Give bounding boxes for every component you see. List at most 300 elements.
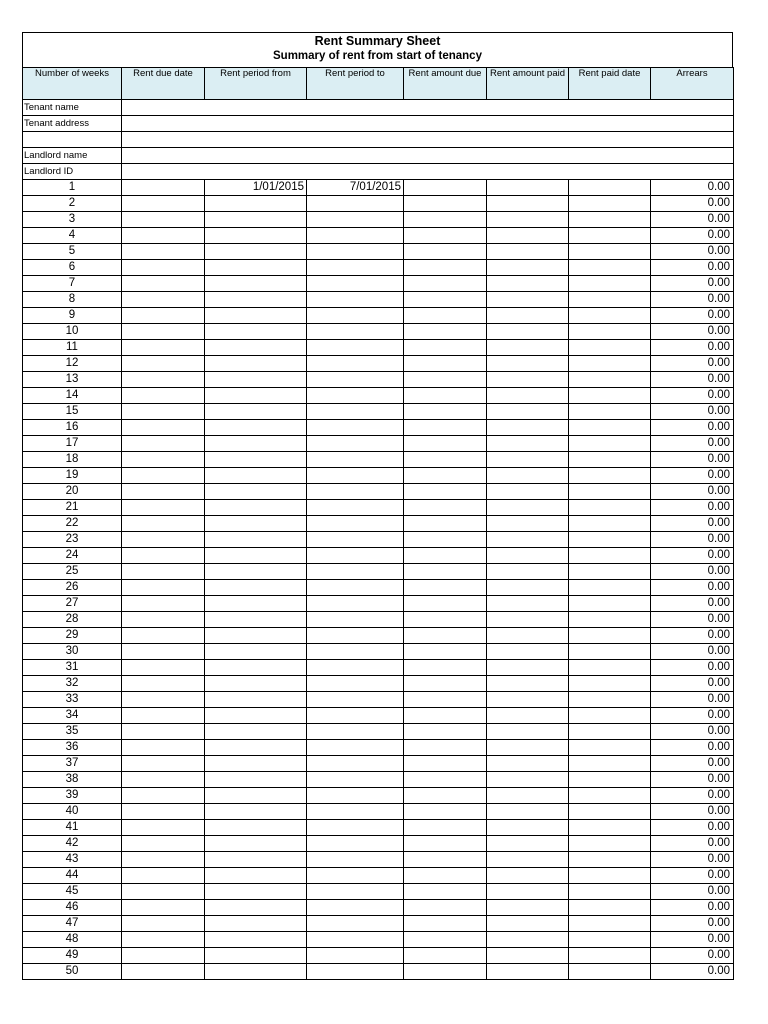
rent-period-to-cell[interactable] — [307, 756, 404, 772]
rent-period-from-cell[interactable] — [205, 660, 307, 676]
rent-period-from-cell[interactable] — [205, 244, 307, 260]
rent-amount-paid-cell[interactable] — [487, 820, 569, 836]
rent-amount-due-cell[interactable] — [404, 644, 487, 660]
rent-period-from-cell[interactable] — [205, 916, 307, 932]
rent-paid-date-cell[interactable] — [569, 356, 651, 372]
rent-amount-due-cell[interactable] — [404, 180, 487, 196]
rent-due-date-cell[interactable] — [122, 868, 205, 884]
rent-amount-paid-cell[interactable] — [487, 340, 569, 356]
rent-period-to-cell[interactable] — [307, 244, 404, 260]
rent-period-from-cell[interactable] — [205, 628, 307, 644]
rent-period-from-cell[interactable] — [205, 596, 307, 612]
rent-paid-date-cell[interactable] — [569, 484, 651, 500]
rent-amount-due-cell[interactable] — [404, 404, 487, 420]
rent-amount-due-cell[interactable] — [404, 868, 487, 884]
rent-amount-paid-cell[interactable] — [487, 644, 569, 660]
rent-due-date-cell[interactable] — [122, 180, 205, 196]
rent-paid-date-cell[interactable] — [569, 884, 651, 900]
rent-paid-date-cell[interactable] — [569, 916, 651, 932]
rent-amount-paid-cell[interactable] — [487, 516, 569, 532]
rent-due-date-cell[interactable] — [122, 964, 205, 980]
rent-period-to-cell[interactable] — [307, 212, 404, 228]
rent-due-date-cell[interactable] — [122, 820, 205, 836]
rent-period-from-cell[interactable] — [205, 308, 307, 324]
rent-period-from-cell[interactable] — [205, 612, 307, 628]
rent-period-from-cell[interactable] — [205, 804, 307, 820]
rent-paid-date-cell[interactable] — [569, 468, 651, 484]
rent-paid-date-cell[interactable] — [569, 180, 651, 196]
rent-amount-due-cell[interactable] — [404, 452, 487, 468]
rent-amount-due-cell[interactable] — [404, 420, 487, 436]
rent-period-to-cell[interactable] — [307, 308, 404, 324]
rent-period-to-cell[interactable] — [307, 852, 404, 868]
rent-due-date-cell[interactable] — [122, 500, 205, 516]
rent-due-date-cell[interactable] — [122, 292, 205, 308]
rent-due-date-cell[interactable] — [122, 788, 205, 804]
rent-due-date-cell[interactable] — [122, 932, 205, 948]
rent-amount-paid-cell[interactable] — [487, 708, 569, 724]
rent-due-date-cell[interactable] — [122, 228, 205, 244]
rent-amount-due-cell[interactable] — [404, 292, 487, 308]
rent-period-to-cell[interactable] — [307, 692, 404, 708]
rent-period-from-cell[interactable] — [205, 564, 307, 580]
rent-period-from-cell[interactable] — [205, 356, 307, 372]
rent-due-date-cell[interactable] — [122, 388, 205, 404]
rent-period-to-cell[interactable] — [307, 676, 404, 692]
rent-due-date-cell[interactable] — [122, 692, 205, 708]
rent-amount-paid-cell[interactable] — [487, 228, 569, 244]
rent-period-to-cell[interactable] — [307, 596, 404, 612]
rent-due-date-cell[interactable] — [122, 660, 205, 676]
rent-period-from-cell[interactable] — [205, 820, 307, 836]
rent-paid-date-cell[interactable] — [569, 756, 651, 772]
rent-paid-date-cell[interactable] — [569, 372, 651, 388]
rent-paid-date-cell[interactable] — [569, 420, 651, 436]
rent-period-to-cell[interactable] — [307, 660, 404, 676]
rent-amount-due-cell[interactable] — [404, 516, 487, 532]
rent-due-date-cell[interactable] — [122, 596, 205, 612]
rent-period-from-cell[interactable] — [205, 420, 307, 436]
rent-amount-paid-cell[interactable] — [487, 324, 569, 340]
rent-paid-date-cell[interactable] — [569, 452, 651, 468]
rent-paid-date-cell[interactable] — [569, 676, 651, 692]
rent-amount-due-cell[interactable] — [404, 756, 487, 772]
rent-period-from-cell[interactable] — [205, 500, 307, 516]
rent-period-from-cell[interactable] — [205, 740, 307, 756]
rent-period-from-cell[interactable] — [205, 900, 307, 916]
rent-period-to-cell[interactable] — [307, 548, 404, 564]
rent-amount-paid-cell[interactable] — [487, 564, 569, 580]
rent-amount-due-cell[interactable] — [404, 212, 487, 228]
rent-paid-date-cell[interactable] — [569, 612, 651, 628]
rent-amount-paid-cell[interactable] — [487, 884, 569, 900]
rent-paid-date-cell[interactable] — [569, 596, 651, 612]
rent-amount-paid-cell[interactable] — [487, 628, 569, 644]
rent-amount-due-cell[interactable] — [404, 228, 487, 244]
rent-amount-due-cell[interactable] — [404, 708, 487, 724]
rent-due-date-cell[interactable] — [122, 724, 205, 740]
rent-period-from-cell[interactable] — [205, 324, 307, 340]
rent-amount-due-cell[interactable] — [404, 948, 487, 964]
info-value-cell[interactable] — [122, 148, 734, 164]
rent-period-from-cell[interactable] — [205, 260, 307, 276]
rent-paid-date-cell[interactable] — [569, 932, 651, 948]
rent-amount-due-cell[interactable] — [404, 884, 487, 900]
info-value-cell[interactable] — [122, 100, 734, 116]
info-value-cell[interactable] — [122, 132, 734, 148]
rent-paid-date-cell[interactable] — [569, 660, 651, 676]
rent-paid-date-cell[interactable] — [569, 516, 651, 532]
rent-period-to-cell[interactable] — [307, 724, 404, 740]
rent-period-to-cell[interactable] — [307, 372, 404, 388]
rent-amount-paid-cell[interactable] — [487, 500, 569, 516]
rent-period-to-cell[interactable] — [307, 532, 404, 548]
rent-amount-paid-cell[interactable] — [487, 676, 569, 692]
rent-amount-paid-cell[interactable] — [487, 836, 569, 852]
rent-paid-date-cell[interactable] — [569, 260, 651, 276]
rent-period-to-cell[interactable] — [307, 276, 404, 292]
rent-paid-date-cell[interactable] — [569, 388, 651, 404]
rent-period-to-cell[interactable] — [307, 356, 404, 372]
rent-due-date-cell[interactable] — [122, 372, 205, 388]
rent-paid-date-cell[interactable] — [569, 820, 651, 836]
rent-amount-due-cell[interactable] — [404, 612, 487, 628]
rent-period-from-cell[interactable] — [205, 468, 307, 484]
rent-amount-paid-cell[interactable] — [487, 276, 569, 292]
rent-due-date-cell[interactable] — [122, 564, 205, 580]
rent-due-date-cell[interactable] — [122, 260, 205, 276]
rent-due-date-cell[interactable] — [122, 708, 205, 724]
rent-paid-date-cell[interactable] — [569, 852, 651, 868]
rent-paid-date-cell[interactable] — [569, 900, 651, 916]
rent-period-to-cell[interactable] — [307, 900, 404, 916]
rent-amount-paid-cell[interactable] — [487, 196, 569, 212]
rent-due-date-cell[interactable] — [122, 468, 205, 484]
rent-period-to-cell[interactable] — [307, 484, 404, 500]
rent-amount-due-cell[interactable] — [404, 436, 487, 452]
rent-paid-date-cell[interactable] — [569, 500, 651, 516]
rent-amount-paid-cell[interactable] — [487, 868, 569, 884]
rent-paid-date-cell[interactable] — [569, 212, 651, 228]
rent-period-to-cell[interactable] — [307, 628, 404, 644]
rent-amount-due-cell[interactable] — [404, 740, 487, 756]
rent-period-to-cell[interactable] — [307, 436, 404, 452]
rent-due-date-cell[interactable] — [122, 948, 205, 964]
rent-amount-due-cell[interactable] — [404, 260, 487, 276]
rent-amount-paid-cell[interactable] — [487, 468, 569, 484]
rent-amount-due-cell[interactable] — [404, 372, 487, 388]
rent-amount-paid-cell[interactable] — [487, 292, 569, 308]
rent-amount-paid-cell[interactable] — [487, 852, 569, 868]
rent-due-date-cell[interactable] — [122, 308, 205, 324]
rent-period-from-cell[interactable] — [205, 436, 307, 452]
rent-amount-due-cell[interactable] — [404, 356, 487, 372]
rent-amount-due-cell[interactable] — [404, 852, 487, 868]
rent-period-to-cell[interactable] — [307, 516, 404, 532]
rent-due-date-cell[interactable] — [122, 276, 205, 292]
rent-amount-paid-cell[interactable] — [487, 452, 569, 468]
rent-due-date-cell[interactable] — [122, 884, 205, 900]
rent-amount-paid-cell[interactable] — [487, 260, 569, 276]
rent-period-from-cell[interactable] — [205, 228, 307, 244]
rent-period-from-cell[interactable] — [205, 644, 307, 660]
rent-amount-due-cell[interactable] — [404, 324, 487, 340]
rent-paid-date-cell[interactable] — [569, 836, 651, 852]
rent-paid-date-cell[interactable] — [569, 804, 651, 820]
rent-period-from-cell[interactable] — [205, 292, 307, 308]
rent-paid-date-cell[interactable] — [569, 644, 651, 660]
rent-amount-due-cell[interactable] — [404, 500, 487, 516]
rent-period-to-cell[interactable] — [307, 820, 404, 836]
rent-due-date-cell[interactable] — [122, 196, 205, 212]
rent-amount-due-cell[interactable] — [404, 468, 487, 484]
rent-paid-date-cell[interactable] — [569, 308, 651, 324]
rent-amount-paid-cell[interactable] — [487, 484, 569, 500]
rent-paid-date-cell[interactable] — [569, 532, 651, 548]
rent-amount-due-cell[interactable] — [404, 564, 487, 580]
rent-period-from-cell[interactable] — [205, 948, 307, 964]
rent-period-to-cell[interactable] — [307, 388, 404, 404]
rent-paid-date-cell[interactable] — [569, 276, 651, 292]
rent-amount-paid-cell[interactable] — [487, 388, 569, 404]
rent-period-from-cell[interactable] — [205, 964, 307, 980]
rent-amount-due-cell[interactable] — [404, 804, 487, 820]
rent-due-date-cell[interactable] — [122, 532, 205, 548]
rent-period-to-cell[interactable] — [307, 788, 404, 804]
rent-due-date-cell[interactable] — [122, 900, 205, 916]
rent-amount-due-cell[interactable] — [404, 196, 487, 212]
rent-due-date-cell[interactable] — [122, 244, 205, 260]
rent-due-date-cell[interactable] — [122, 404, 205, 420]
rent-period-from-cell[interactable] — [205, 756, 307, 772]
rent-amount-due-cell[interactable] — [404, 676, 487, 692]
rent-amount-due-cell[interactable] — [404, 276, 487, 292]
rent-paid-date-cell[interactable] — [569, 228, 651, 244]
rent-due-date-cell[interactable] — [122, 452, 205, 468]
rent-amount-due-cell[interactable] — [404, 932, 487, 948]
rent-due-date-cell[interactable] — [122, 484, 205, 500]
rent-amount-paid-cell[interactable] — [487, 404, 569, 420]
rent-amount-due-cell[interactable] — [404, 660, 487, 676]
rent-due-date-cell[interactable] — [122, 916, 205, 932]
rent-due-date-cell[interactable] — [122, 676, 205, 692]
rent-paid-date-cell[interactable] — [569, 788, 651, 804]
rent-period-to-cell[interactable] — [307, 292, 404, 308]
rent-amount-paid-cell[interactable] — [487, 660, 569, 676]
rent-due-date-cell[interactable] — [122, 628, 205, 644]
rent-amount-due-cell[interactable] — [404, 964, 487, 980]
rent-amount-paid-cell[interactable] — [487, 756, 569, 772]
rent-period-to-cell[interactable] — [307, 868, 404, 884]
rent-amount-paid-cell[interactable] — [487, 740, 569, 756]
rent-amount-paid-cell[interactable] — [487, 900, 569, 916]
rent-period-to-cell[interactable] — [307, 612, 404, 628]
rent-amount-paid-cell[interactable] — [487, 420, 569, 436]
rent-period-from-cell[interactable] — [205, 692, 307, 708]
info-value-cell[interactable] — [122, 164, 734, 180]
rent-amount-paid-cell[interactable] — [487, 308, 569, 324]
rent-paid-date-cell[interactable] — [569, 580, 651, 596]
rent-paid-date-cell[interactable] — [569, 708, 651, 724]
rent-amount-due-cell[interactable] — [404, 916, 487, 932]
rent-period-from-cell[interactable] — [205, 724, 307, 740]
rent-period-to-cell[interactable] — [307, 964, 404, 980]
rent-period-to-cell[interactable] — [307, 324, 404, 340]
rent-period-to-cell[interactable] — [307, 196, 404, 212]
rent-paid-date-cell[interactable] — [569, 436, 651, 452]
rent-due-date-cell[interactable] — [122, 436, 205, 452]
rent-amount-due-cell[interactable] — [404, 724, 487, 740]
rent-amount-due-cell[interactable] — [404, 628, 487, 644]
rent-amount-paid-cell[interactable] — [487, 212, 569, 228]
rent-due-date-cell[interactable] — [122, 644, 205, 660]
rent-period-to-cell[interactable] — [307, 932, 404, 948]
rent-amount-due-cell[interactable] — [404, 900, 487, 916]
rent-amount-due-cell[interactable] — [404, 836, 487, 852]
rent-paid-date-cell[interactable] — [569, 324, 651, 340]
rent-period-from-cell[interactable] — [205, 484, 307, 500]
rent-amount-due-cell[interactable] — [404, 820, 487, 836]
rent-amount-paid-cell[interactable] — [487, 244, 569, 260]
rent-amount-paid-cell[interactable] — [487, 964, 569, 980]
rent-amount-paid-cell[interactable] — [487, 916, 569, 932]
rent-amount-due-cell[interactable] — [404, 548, 487, 564]
rent-period-to-cell[interactable] — [307, 708, 404, 724]
rent-period-from-cell[interactable] — [205, 196, 307, 212]
rent-due-date-cell[interactable] — [122, 852, 205, 868]
rent-period-from-cell[interactable] — [205, 532, 307, 548]
rent-amount-paid-cell[interactable] — [487, 804, 569, 820]
rent-paid-date-cell[interactable] — [569, 692, 651, 708]
rent-period-to-cell[interactable]: 7/01/2015 — [307, 180, 404, 196]
rent-amount-paid-cell[interactable] — [487, 692, 569, 708]
rent-paid-date-cell[interactable] — [569, 868, 651, 884]
rent-period-to-cell[interactable] — [307, 804, 404, 820]
rent-amount-paid-cell[interactable] — [487, 532, 569, 548]
rent-period-to-cell[interactable] — [307, 740, 404, 756]
rent-amount-paid-cell[interactable] — [487, 436, 569, 452]
rent-period-from-cell[interactable] — [205, 884, 307, 900]
rent-due-date-cell[interactable] — [122, 804, 205, 820]
rent-amount-due-cell[interactable] — [404, 388, 487, 404]
rent-due-date-cell[interactable] — [122, 836, 205, 852]
rent-amount-paid-cell[interactable] — [487, 580, 569, 596]
rent-period-from-cell[interactable] — [205, 788, 307, 804]
rent-period-to-cell[interactable] — [307, 884, 404, 900]
rent-amount-paid-cell[interactable] — [487, 948, 569, 964]
rent-paid-date-cell[interactable] — [569, 340, 651, 356]
rent-period-to-cell[interactable] — [307, 260, 404, 276]
rent-amount-paid-cell[interactable] — [487, 612, 569, 628]
rent-period-to-cell[interactable] — [307, 468, 404, 484]
rent-paid-date-cell[interactable] — [569, 772, 651, 788]
rent-amount-paid-cell[interactable] — [487, 356, 569, 372]
rent-paid-date-cell[interactable] — [569, 548, 651, 564]
rent-period-from-cell[interactable] — [205, 388, 307, 404]
rent-amount-paid-cell[interactable] — [487, 772, 569, 788]
rent-amount-paid-cell[interactable] — [487, 596, 569, 612]
rent-period-from-cell[interactable] — [205, 404, 307, 420]
rent-due-date-cell[interactable] — [122, 756, 205, 772]
rent-due-date-cell[interactable] — [122, 420, 205, 436]
rent-period-to-cell[interactable] — [307, 644, 404, 660]
rent-period-from-cell[interactable] — [205, 340, 307, 356]
rent-period-from-cell[interactable] — [205, 868, 307, 884]
rent-period-to-cell[interactable] — [307, 580, 404, 596]
rent-period-from-cell[interactable] — [205, 452, 307, 468]
rent-amount-due-cell[interactable] — [404, 532, 487, 548]
rent-amount-paid-cell[interactable] — [487, 788, 569, 804]
rent-due-date-cell[interactable] — [122, 340, 205, 356]
rent-period-to-cell[interactable] — [307, 228, 404, 244]
rent-period-from-cell[interactable] — [205, 548, 307, 564]
rent-paid-date-cell[interactable] — [569, 244, 651, 260]
rent-paid-date-cell[interactable] — [569, 964, 651, 980]
rent-period-from-cell[interactable] — [205, 836, 307, 852]
info-value-cell[interactable] — [122, 116, 734, 132]
rent-due-date-cell[interactable] — [122, 580, 205, 596]
rent-period-to-cell[interactable] — [307, 340, 404, 356]
rent-due-date-cell[interactable] — [122, 516, 205, 532]
rent-paid-date-cell[interactable] — [569, 724, 651, 740]
rent-period-from-cell[interactable] — [205, 372, 307, 388]
rent-paid-date-cell[interactable] — [569, 740, 651, 756]
rent-amount-due-cell[interactable] — [404, 580, 487, 596]
rent-period-from-cell[interactable] — [205, 580, 307, 596]
rent-paid-date-cell[interactable] — [569, 948, 651, 964]
rent-due-date-cell[interactable] — [122, 740, 205, 756]
rent-period-to-cell[interactable] — [307, 772, 404, 788]
rent-due-date-cell[interactable] — [122, 356, 205, 372]
rent-due-date-cell[interactable] — [122, 772, 205, 788]
rent-paid-date-cell[interactable] — [569, 404, 651, 420]
rent-amount-due-cell[interactable] — [404, 692, 487, 708]
rent-paid-date-cell[interactable] — [569, 292, 651, 308]
rent-amount-due-cell[interactable] — [404, 788, 487, 804]
rent-due-date-cell[interactable] — [122, 612, 205, 628]
rent-period-from-cell[interactable] — [205, 212, 307, 228]
rent-amount-paid-cell[interactable] — [487, 932, 569, 948]
rent-period-to-cell[interactable] — [307, 916, 404, 932]
rent-amount-due-cell[interactable] — [404, 340, 487, 356]
rent-due-date-cell[interactable] — [122, 548, 205, 564]
rent-paid-date-cell[interactable] — [569, 564, 651, 580]
rent-amount-paid-cell[interactable] — [487, 372, 569, 388]
rent-period-from-cell[interactable] — [205, 852, 307, 868]
rent-period-to-cell[interactable] — [307, 404, 404, 420]
rent-amount-paid-cell[interactable] — [487, 180, 569, 196]
rent-period-from-cell[interactable] — [205, 708, 307, 724]
rent-due-date-cell[interactable] — [122, 324, 205, 340]
rent-period-to-cell[interactable] — [307, 836, 404, 852]
rent-amount-paid-cell[interactable] — [487, 724, 569, 740]
rent-amount-due-cell[interactable] — [404, 596, 487, 612]
rent-period-to-cell[interactable] — [307, 452, 404, 468]
rent-period-from-cell[interactable] — [205, 676, 307, 692]
rent-period-from-cell[interactable] — [205, 516, 307, 532]
rent-amount-due-cell[interactable] — [404, 484, 487, 500]
rent-amount-due-cell[interactable] — [404, 308, 487, 324]
rent-amount-due-cell[interactable] — [404, 244, 487, 260]
rent-amount-due-cell[interactable] — [404, 772, 487, 788]
rent-amount-paid-cell[interactable] — [487, 548, 569, 564]
rent-period-from-cell[interactable] — [205, 276, 307, 292]
rent-period-to-cell[interactable] — [307, 564, 404, 580]
rent-period-to-cell[interactable] — [307, 948, 404, 964]
rent-period-from-cell[interactable]: 1/01/2015 — [205, 180, 307, 196]
rent-period-from-cell[interactable] — [205, 772, 307, 788]
rent-period-from-cell[interactable] — [205, 932, 307, 948]
